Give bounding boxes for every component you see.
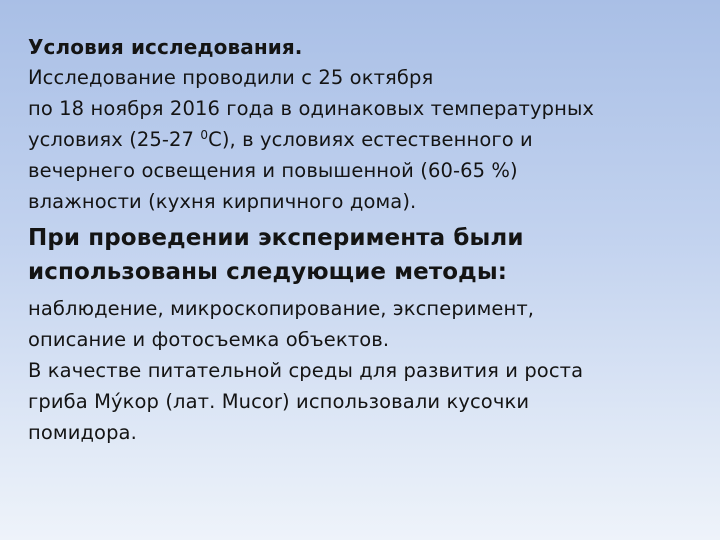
conditions-line-3 xyxy=(28,124,698,155)
conditions-paragraph xyxy=(28,62,698,217)
methods-heading-line-1: При проведении эксперимента были xyxy=(28,225,524,251)
slide-body xyxy=(28,32,698,448)
medium-line-3: помидора. xyxy=(28,421,137,444)
conditions-line-5: влажности (кухня кирпичного дома). xyxy=(28,190,417,213)
conditions-line-3-end: С), в условиях естественного и xyxy=(208,128,533,151)
conditions-line-3-start: условиях (25-27 xyxy=(28,128,201,151)
conditions-heading: Условия исследования. xyxy=(28,35,303,59)
methods-heading-line-2: использованы следующие методы: xyxy=(28,259,508,285)
conditions-line-1: Исследование проводили с 25 октября xyxy=(28,66,434,89)
medium-line-1: В качестве питательной среды для развития и роста xyxy=(28,359,584,382)
conditions-line-4: вечернего освещения и повышенной (60-65 %) xyxy=(28,159,518,182)
medium-paragraph xyxy=(28,355,698,448)
methods-line-1: наблюдение, микроскопирование, эксперимент, xyxy=(28,297,535,320)
conditions-line-2: по 18 ноября 2016 года в одинаковых температурных xyxy=(28,97,595,120)
methods-line-2: описание и фотосъемка объектов. xyxy=(28,328,390,351)
medium-line-2: гриба Му́кор (лат. Mucor) использовали кусочки xyxy=(28,390,530,413)
degree-superscript: 0 xyxy=(200,128,209,142)
methods-paragraph xyxy=(28,293,698,355)
